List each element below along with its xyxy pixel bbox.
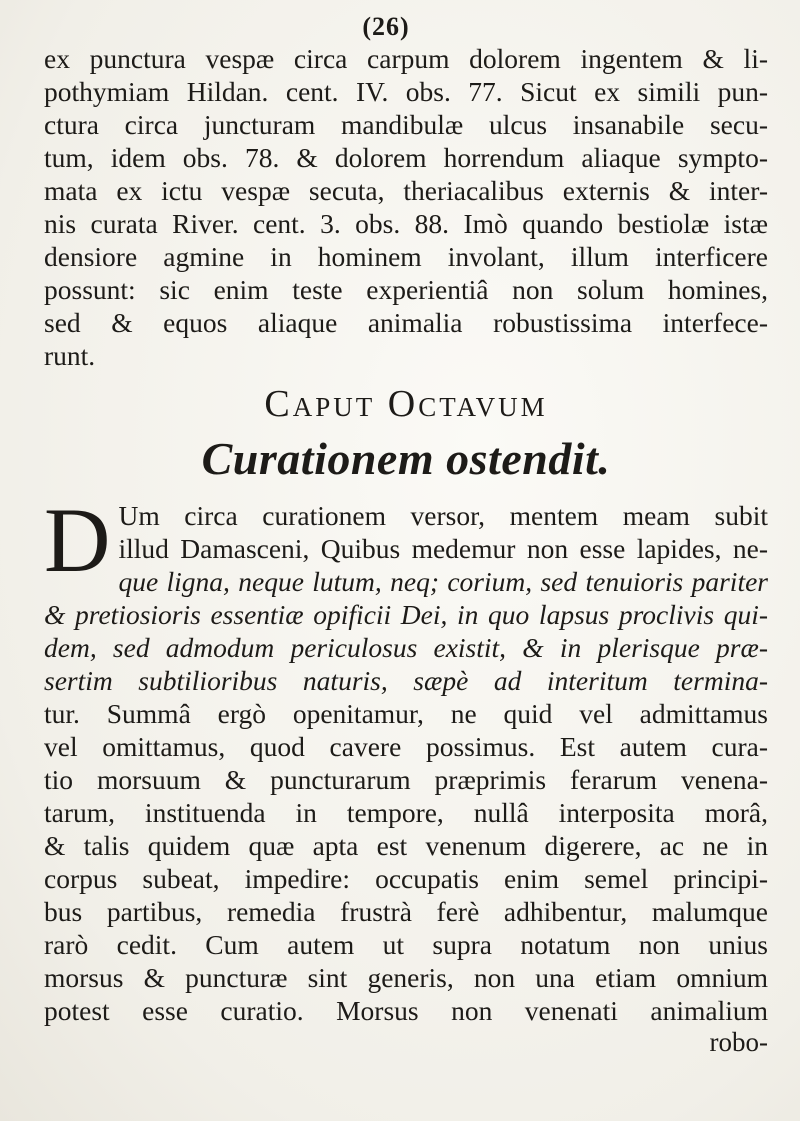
text-line: vel omittamus, quod cavere possimus. Est autem cura- <box>44 731 768 762</box>
text-line: & talis quidem quæ apta est venenum digerere, ac ne in <box>44 830 768 861</box>
text-line: sertim subtilioribus naturis, sæpè ad interitum termina- <box>44 665 768 696</box>
text-line: & pretiosioris essentiæ opificii Dei, in quo lapsus proclivis qui- <box>44 599 768 630</box>
text-line: ctura circa juncturam mandibulæ ulcus insanabile secu- <box>44 109 768 140</box>
text-line: corpus subeat, impedire: occupatis enim semel principi- <box>44 863 768 894</box>
text-line: potest esse curatio. Morsus non venenati animalium <box>44 995 768 1026</box>
paragraph-main <box>44 489 768 1027</box>
text-line: tum, idem obs. 78. & dolorem horrendum aliaque sympto- <box>44 142 768 173</box>
text-line: mata ex ictu vespæ secuta, theriacalibus externis & inter- <box>44 175 768 206</box>
text-line: rarò cedit. Cum autem ut supra notatum non unius <box>44 929 768 960</box>
page-number: (26) <box>362 12 410 41</box>
drop-cap: D <box>44 489 111 591</box>
chapter-subtitle: Curationem ostendit. <box>201 433 611 484</box>
text-line: bus partibus, remedia frustrà ferè adhibentur, malumque <box>44 896 768 927</box>
text-line: dem, sed admodum periculosus existit, & in plerisque præ- <box>44 632 768 663</box>
text-line: densiore agmine in hominem involant, illum interficere <box>44 241 768 272</box>
text-line: possunt: sic enim teste experientiâ non solum homines, <box>44 274 768 305</box>
text-line: runt. <box>44 340 96 371</box>
text-line: ex punctura vespæ circa carpum dolorem ingentem & li- <box>44 43 768 74</box>
text-line: tio morsuum & puncturarum præprimis ferarum venena- <box>44 764 768 795</box>
text-line: que ligna, neque lutum, neq; corium, sed tenuioris pariter <box>118 566 768 597</box>
text-line: tarum, instituenda in tempore, nullâ interposita morâ, <box>44 797 768 828</box>
chapter-heading: Caput Octavum <box>264 383 548 425</box>
text-line: nis curata River. cent. 3. obs. 88. Imò quando bestiolæ istæ <box>44 208 768 239</box>
paragraph-continued <box>44 42 768 372</box>
text-line: pothymiam Hildan. cent. IV. obs. 77. Sicut ex simili pun- <box>44 76 768 107</box>
text-line: sed & equos aliaque animalia robustissima interfece- <box>44 307 768 338</box>
text-line: illud Damasceni, Quibus medemur non esse lapides, ne- <box>118 533 768 564</box>
text-line: tur. Summâ ergò openitamur, ne quid vel admittamus <box>44 698 768 729</box>
text-line: morsus & puncturæ sint generis, non una etiam omnium <box>44 962 768 993</box>
text-line: Um circa curationem versor, mentem meam subit <box>118 500 768 531</box>
catchword: robo- <box>709 1027 768 1057</box>
